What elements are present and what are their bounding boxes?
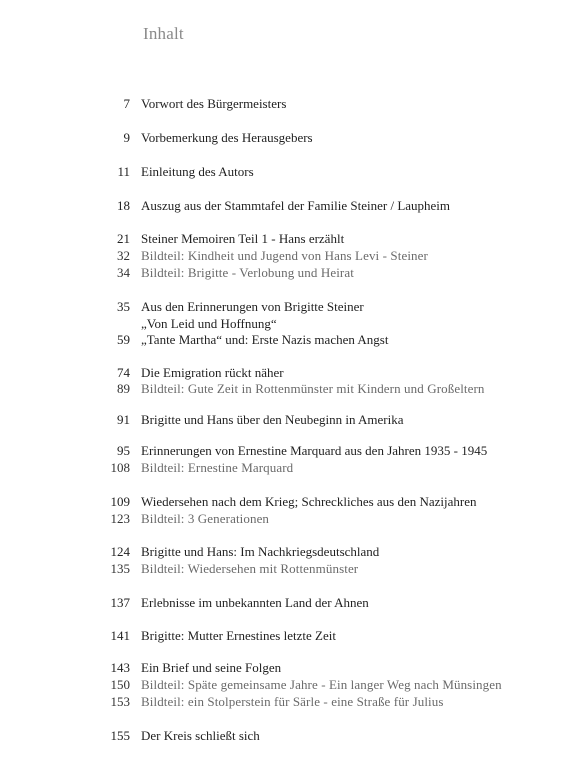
toc-entry xyxy=(0,677,582,693)
toc-page-number: 59 xyxy=(117,332,130,347)
toc-entry-title: Bildteil: ein Stolperstein für Särle - eine Straße für Julius xyxy=(141,694,444,709)
toc-entry-title: Auszug aus der Stammtafel der Familie Steiner / Laupheim xyxy=(141,198,451,213)
toc-entry xyxy=(0,412,582,428)
toc-page-number: 135 xyxy=(110,561,130,576)
toc-page-number: 91 xyxy=(117,412,130,427)
toc-entry-title: „Tante Martha“ und: Erste Nazis machen Angst xyxy=(141,332,389,347)
toc-entry-title: Aus den Erinnerungen von Brigitte Steiner xyxy=(141,299,364,314)
toc-page-number: 21 xyxy=(117,231,130,246)
page-title: Inhalt xyxy=(143,24,184,43)
toc-entry-title: Bildteil: Kindheit und Jugend von Hans Levi - Steiner xyxy=(141,248,428,263)
toc-entry-title: Erinnerungen von Ernestine Marquard aus den Jahren 1935 - 1945 xyxy=(141,443,488,458)
toc-entry-title: Steiner Memoiren Teil 1 - Hans erzählt xyxy=(141,231,345,246)
toc-entry xyxy=(0,494,582,510)
toc-entry xyxy=(0,96,582,112)
toc-entry-title: Bildteil: Gute Zeit in Rottenmünster mit Kindern und Großeltern xyxy=(141,381,485,396)
toc-entry-title: Der Kreis schließt sich xyxy=(141,728,260,743)
toc-entry xyxy=(0,728,582,744)
toc-entry xyxy=(0,231,582,247)
toc-page-number: 74 xyxy=(117,365,130,380)
toc-entry xyxy=(0,595,582,611)
toc-entry-title: Einleitung des Autors xyxy=(141,164,254,179)
toc-entry-title: Die Emigration rückt näher xyxy=(141,365,284,380)
toc-page-number: 95 xyxy=(117,443,130,458)
toc-entry xyxy=(0,130,582,146)
toc-page-number: 150 xyxy=(110,677,130,692)
toc-entry-title: „Von Leid und Hoffnung“ xyxy=(141,316,277,331)
toc-entry xyxy=(0,164,582,180)
toc-entry xyxy=(0,332,582,348)
toc-entry-title: Wiedersehen nach dem Krieg; Schreckliches aus den Nazijahren xyxy=(141,494,477,509)
toc-entry-title: Vorbemerkung des Herausgebers xyxy=(141,130,313,145)
toc-entry xyxy=(0,265,582,281)
toc-page-number: 155 xyxy=(110,728,130,743)
toc-entry-title: Brigitte: Mutter Ernestines letzte Zeit xyxy=(141,628,336,643)
toc-entry xyxy=(0,316,582,332)
toc-page-number: 35 xyxy=(117,299,130,314)
toc-entry xyxy=(0,365,582,381)
toc-page-number: 124 xyxy=(110,544,130,559)
toc-page-number: 34 xyxy=(117,265,130,280)
toc-entry-title: Vorwort des Bürgermeisters xyxy=(141,96,287,111)
toc-entry xyxy=(0,198,582,214)
toc-page-number: 137 xyxy=(110,595,130,610)
toc-page-number: 109 xyxy=(110,494,130,509)
toc-entry xyxy=(0,511,582,527)
toc-entry-title: Bildteil: 3 Generationen xyxy=(141,511,270,526)
toc-page-number: 123 xyxy=(110,511,130,526)
toc-entry-title: Bildteil: Späte gemeinsame Jahre - Ein langer Weg nach Münsingen xyxy=(141,677,502,692)
toc-entry-title: Bildteil: Brigitte - Verlobung und Heirat xyxy=(141,265,354,280)
toc-entry xyxy=(0,248,582,264)
toc-entry xyxy=(0,381,582,397)
toc-entry-title: Brigitte und Hans über den Neubeginn in Amerika xyxy=(141,412,404,427)
toc-entry xyxy=(0,660,582,676)
toc-entry-title: Bildteil: Ernestine Marquard xyxy=(141,460,294,475)
toc-entry xyxy=(0,443,582,459)
toc-entry xyxy=(0,694,582,710)
toc-page-number: 143 xyxy=(110,660,130,675)
toc-page-number: 18 xyxy=(117,198,130,213)
toc-entry xyxy=(0,628,582,644)
toc-page-number: 32 xyxy=(117,248,130,263)
toc-entry-title: Ein Brief und seine Folgen xyxy=(141,660,282,675)
toc-page-number: 153 xyxy=(110,694,130,709)
toc-entry-title: Erlebnisse im unbekannten Land der Ahnen xyxy=(141,595,369,610)
toc-page-number: 11 xyxy=(117,164,130,179)
toc-entry xyxy=(0,460,582,476)
toc-entry xyxy=(0,544,582,560)
toc-entry-title: Bildteil: Wiedersehen mit Rottenmünster xyxy=(141,561,359,576)
toc-entry-title: Brigitte und Hans: Im Nachkriegsdeutschland xyxy=(141,544,380,559)
toc-page-number: 108 xyxy=(110,460,130,475)
toc-entry xyxy=(0,561,582,577)
toc-page-number: 9 xyxy=(123,130,130,145)
toc-page-number: 89 xyxy=(117,381,130,396)
toc-page-number: 7 xyxy=(123,96,130,111)
toc-entry xyxy=(0,299,582,315)
toc-page-number: 141 xyxy=(110,628,130,643)
